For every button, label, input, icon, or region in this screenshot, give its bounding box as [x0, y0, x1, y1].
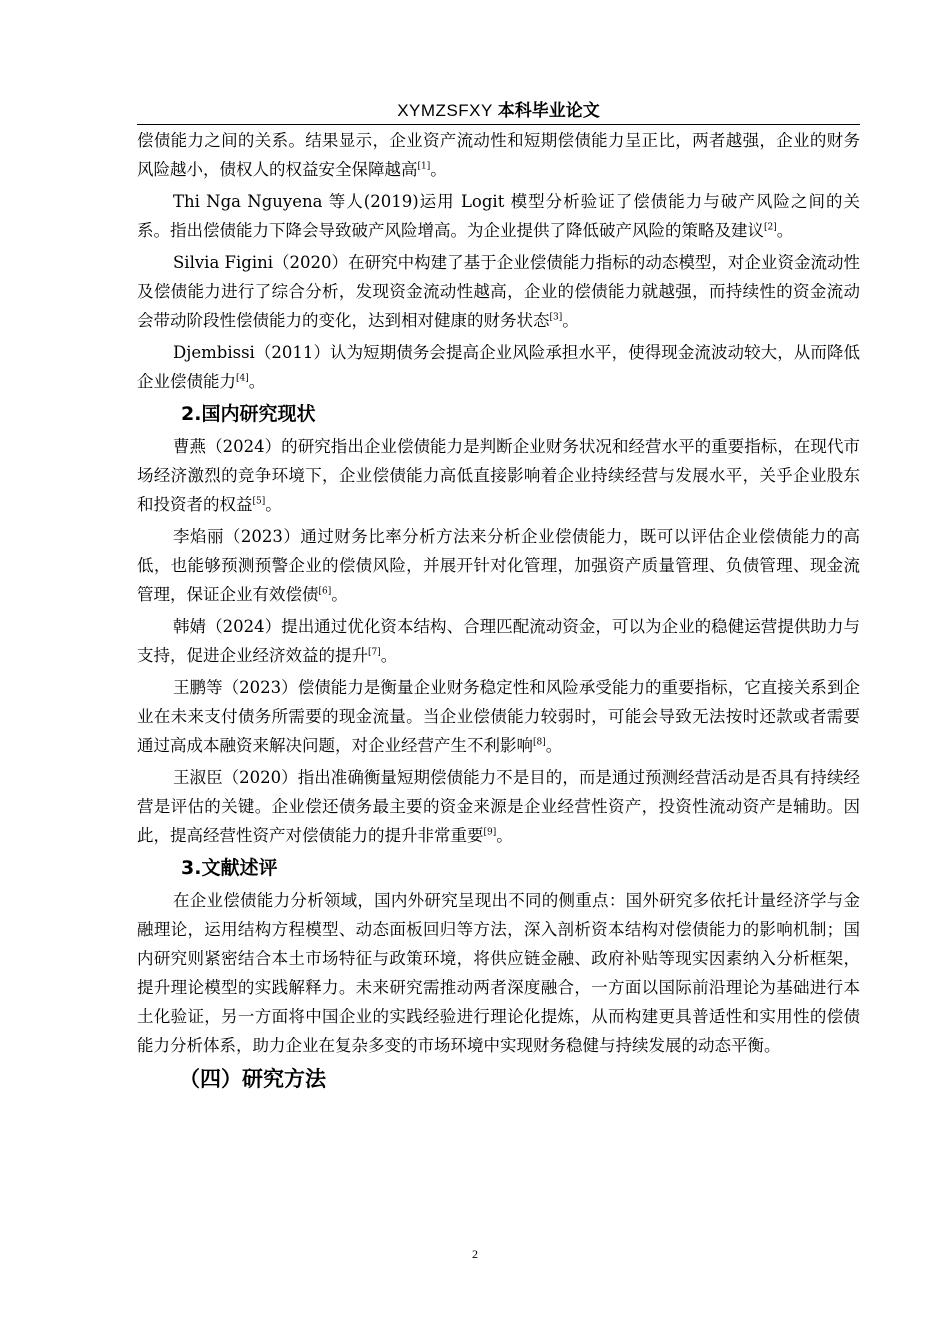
paragraph: Silvia Figini（2020）在研究中构建了基于企业偿债能力指标的动态模型，对企业资金流动性及偿债能力进行了综合分析，发现资金流动性越高，企业的偿债能力就越强，而持续性的资金流动会带动阶段性偿债能力的变化，达到相对健康的财务状态[3]。 — [137, 253, 860, 330]
header-title-cjk: 本科毕业论文 — [497, 101, 600, 121]
paragraph: 王淑臣（2020）指出准确衡量短期偿债能力不是目的，而是通过预测经营活动是否具有持续经营是评估的关键。企业偿还债务最主要的资金来源是企业经营性资产，投资性流动资产是辅助。因此，提高经营性资产对偿债能力的提升非常重要[9]。 — [137, 768, 860, 845]
citation-ref: [1] — [417, 161, 431, 172]
page-number: 2 — [472, 1247, 478, 1261]
section-heading-review: 3.文献述评 — [181, 857, 278, 879]
paragraph: 王鹏等（2023）偿债能力是衡量企业财务稳定性和风险承受能力的重要指标，它直接关系到企业在未来支付债务所需要的现金流量。当企业偿债能力较弱时，可能会导致无法按时还款或者需要通过高成本融资来解决问题，对企业经营产生不利影响[8]。 — [137, 678, 860, 755]
section-heading-method: （四）研究方法 — [179, 1067, 326, 1091]
citation-ref: [2] — [764, 222, 777, 233]
paragraph-continued: 偿债能力之间的关系。结果显示，企业资产流动性和短期偿债能力呈正比，两者越强，企业的财务风险越小，债权人的权益安全保障越高[1]。 — [137, 131, 860, 179]
citation-ref: [3] — [549, 312, 563, 323]
header-title-latin: XYMZSFXY — [397, 101, 498, 120]
paragraph: 在企业偿债能力分析领域，国内外研究呈现出不同的侧重点：国外研究多依托计量经济学与金融理论，运用结构方程模型、动态面板回归等方法，深入剖析资本结构对偿债能力的影响机制；国内研究则紧密结合本土市场特征与政策环境，将供应链金融、政府补贴等现实因素纳入分析框架，提升理论模型的实践解释力。未来研究需推动两者深度融合，一方面以国际前沿理论为基础进行本土化验证，另一方面将中国企业的实践经验进行理论化提炼，从而构建更具普适性和实用性的偿债能力分析体系，助力企业在复杂多变的市场环境中实现财务稳健与持续发展的动态平衡。 — [137, 891, 860, 1055]
paragraph: 韩婧（2024）提出通过优化资本结构、合理匹配流动资金，可以为企业的稳健运营提供助力与支持，促进企业经济效益的提升[7]。 — [137, 617, 860, 665]
page-body — [137, 126, 860, 1095]
paragraph: Thi Nga Nguyena 等人(2019)运用 Logit 模型分析验证了偿债能力与破产风险之间的关系。指出偿债能力下降会导致破产风险增高。为企业提供了降低破产风险的策略及建议[2]。 — [137, 192, 860, 240]
header-divider — [137, 124, 860, 125]
citation-ref: [5] — [252, 496, 266, 507]
citation-ref: [6] — [318, 586, 332, 597]
paragraph: 李焰丽（2023）通过财务比率分析方法来分析企业偿债能力，既可以评估企业偿债能力的高低，也能够预测预警企业的偿债风险，并展开针对化管理，加强资产质量管理、负债管理、现金流管理，保证企业有效偿债[6]。 — [137, 527, 860, 604]
citation-ref: [7] — [368, 647, 381, 658]
section-heading-domestic: 2.国内研究现状 — [181, 403, 316, 425]
citation-ref: [9] — [483, 827, 497, 838]
page-header — [137, 100, 860, 122]
paragraph: 曹燕（2024）的研究指出企业偿债能力是判断企业财务状况和经营水平的重要指标，在现代市场经济激烈的竞争环境下，企业偿债能力高低直接影响着企业持续经营与发展水平，关乎企业股东和投资者的权益[5]。 — [137, 437, 860, 514]
paragraph: Djembissi（2011）认为短期债务会提高企业风险承担水平，使得现金流波动较大，从而降低企业偿债能力[4]。 — [137, 343, 860, 391]
citation-ref: [8] — [533, 737, 546, 748]
citation-ref: [4] — [236, 373, 249, 384]
